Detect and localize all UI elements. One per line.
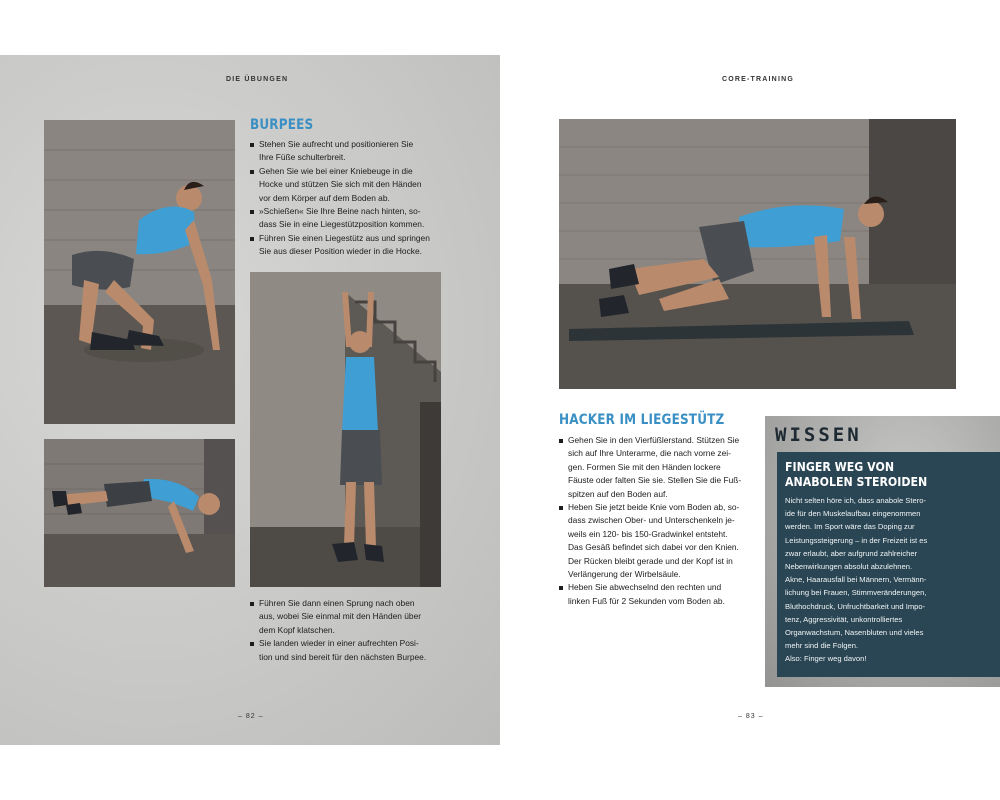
burpee-steps-bottom xyxy=(250,597,426,664)
section-title-burpees: BURPEES xyxy=(250,117,314,133)
list-item: »Schießen« Sie Ihre Beine nach hinten, so- dass Sie in eine Liegestützposition kommen. xyxy=(250,205,430,232)
list-item: Gehen Sie in den Vierfüßlerstand. Stützen Sie sich auf Ihre Unterarme, die nach vorne zei- gen. Formen Sie mit den Händen lockere Fäuste oder falten Sie sie. Stellen Sie die Fuß- spitzen auf den Boden auf. xyxy=(559,434,741,501)
list-item: Sie landen wieder in einer aufrechten Posi- tion und sind bereit für den nächsten Burpee. xyxy=(250,637,426,664)
page-number: – 83 – xyxy=(738,713,764,720)
hacker-pushup-photo xyxy=(559,119,956,389)
list-item: Führen Sie dann einen Sprung nach oben aus, wobei Sie einmal mit den Händen über dem Kopf klatschen. xyxy=(250,597,426,637)
list-item: Heben Sie jetzt beide Knie vom Boden ab, so- dass zwischen Ober- und Unterschenkeln je- weils ein 120- bis 150-Gradwinkel entsteht. Das Gesäß befindet sich dabei vor den Knien. Der Rücken bleibt gerade und der Kopf ist in Verlängerung der Wirbelsäule. xyxy=(559,501,741,581)
burpee-steps-top xyxy=(250,138,430,259)
left-page xyxy=(0,55,500,745)
burpee-jump-photo xyxy=(250,272,441,587)
list-item: Gehen Sie wie bei einer Kniebeuge in die Hocke und stützen Sie sich mit den Händen vor dem Körper auf dem Boden ab. xyxy=(250,165,430,205)
list-item: Heben Sie abwechselnd den rechten und linken Fuß für 2 Sekunden vom Boden ab. xyxy=(559,581,741,608)
running-head: DIE ÜBUNGEN xyxy=(226,76,289,83)
list-item: Stehen Sie aufrecht und positionieren Sie Ihre Füße schulterbreit. xyxy=(250,138,430,165)
wissen-body: Nicht selten höre ich, dass anabole Stero- ide für den Muskelaufbau eingenommen werden. Im Sport wäre das Doping zur Leistungssteigerung – in der Freizeit ist es zwar erlaubt, aber aufgrund zahlreicher Nebenwirkungen absolut abzulehnen. Akne, Haarausfall bei Männern, Vermänn- lichung bei Frauen, Stimmveränderungen, Bluthochdruck, Unfruchtbarkeit und Impo- tenz, Aggressivität, unkontrolliertes Organwachstum, Nasenbluten und vieles mehr sind die Folgen. Also: Finger weg davon! xyxy=(785,496,928,664)
wissen-panel xyxy=(777,452,1000,677)
wissen-title: FINGER WEG VON ANABOLEN STEROIDEN xyxy=(785,459,928,489)
wissen-heading: WISSEN xyxy=(775,424,862,446)
burpee-plank-photo xyxy=(44,439,235,587)
burpee-squat-photo xyxy=(44,120,235,424)
section-title-hacker: HACKER IM LIEGESTÜTZ xyxy=(559,412,725,428)
wissen-box xyxy=(765,416,1000,687)
list-item: Führen Sie einen Liegestütz aus und springen Sie aus dieser Position wieder in die Hocke. xyxy=(250,232,430,259)
running-head: CORE-TRAINING xyxy=(722,76,794,83)
right-page xyxy=(500,55,1000,745)
page-number: – 82 – xyxy=(238,713,264,720)
hacker-steps xyxy=(559,434,741,608)
